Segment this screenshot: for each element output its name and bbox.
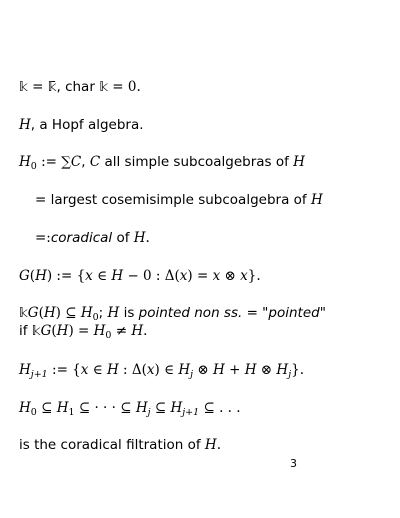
grouplike-definition-line: G(H) := {x ∈ H − 0 : Δ(x) = x ⊗ x}. <box>19 268 261 284</box>
filtration-conclusion-line: is the coradical filtration of H. <box>19 437 221 453</box>
pointed-definition-line: 𝕜G(H) ⊆ $H_0$; H is pointed non ss. = "pointed" <box>19 305 326 323</box>
largest-cosemisimple-line: = largest cosemisimple subcoalgebra of H <box>35 192 323 208</box>
filtration-chain-line: $H_0$ ⊆ $H_1$ ⊆ · · · ⊆ $H_j$ ⊆ $H_{j+1}$ ⊆ . . . <box>19 400 241 418</box>
page-number: 3 <box>290 457 297 470</box>
hopf-algebra-line: H, a Hopf algebra. <box>19 117 144 133</box>
coradical-definition-line: $H_0$ := ∑C, C all simple subcoalgebras of H <box>19 154 305 172</box>
pointed-term: pointed <box>268 305 320 321</box>
pointed-non-ss-term: pointed non ss. <box>138 305 243 321</box>
coradical-term: coradical <box>50 230 113 246</box>
algebraic-closure-symbol: 𝕜̄ <box>47 79 57 95</box>
pointed-condition-line: if 𝕜G(H) = $H_0 \ne H$. <box>19 323 148 341</box>
field-assumption-line: 𝕜 = 𝕜̄, char 𝕜 = 0. <box>19 79 141 95</box>
filtration-definition-line: $H_{j+1}$ := {x ∈ H : Δ(x) ∈ $H_j$ ⊗ H + H ⊗ $H_j$}. <box>19 362 305 380</box>
field-symbol: 𝕜 <box>19 79 28 95</box>
coradical-naming-line: =:coradical of H. <box>35 230 150 246</box>
